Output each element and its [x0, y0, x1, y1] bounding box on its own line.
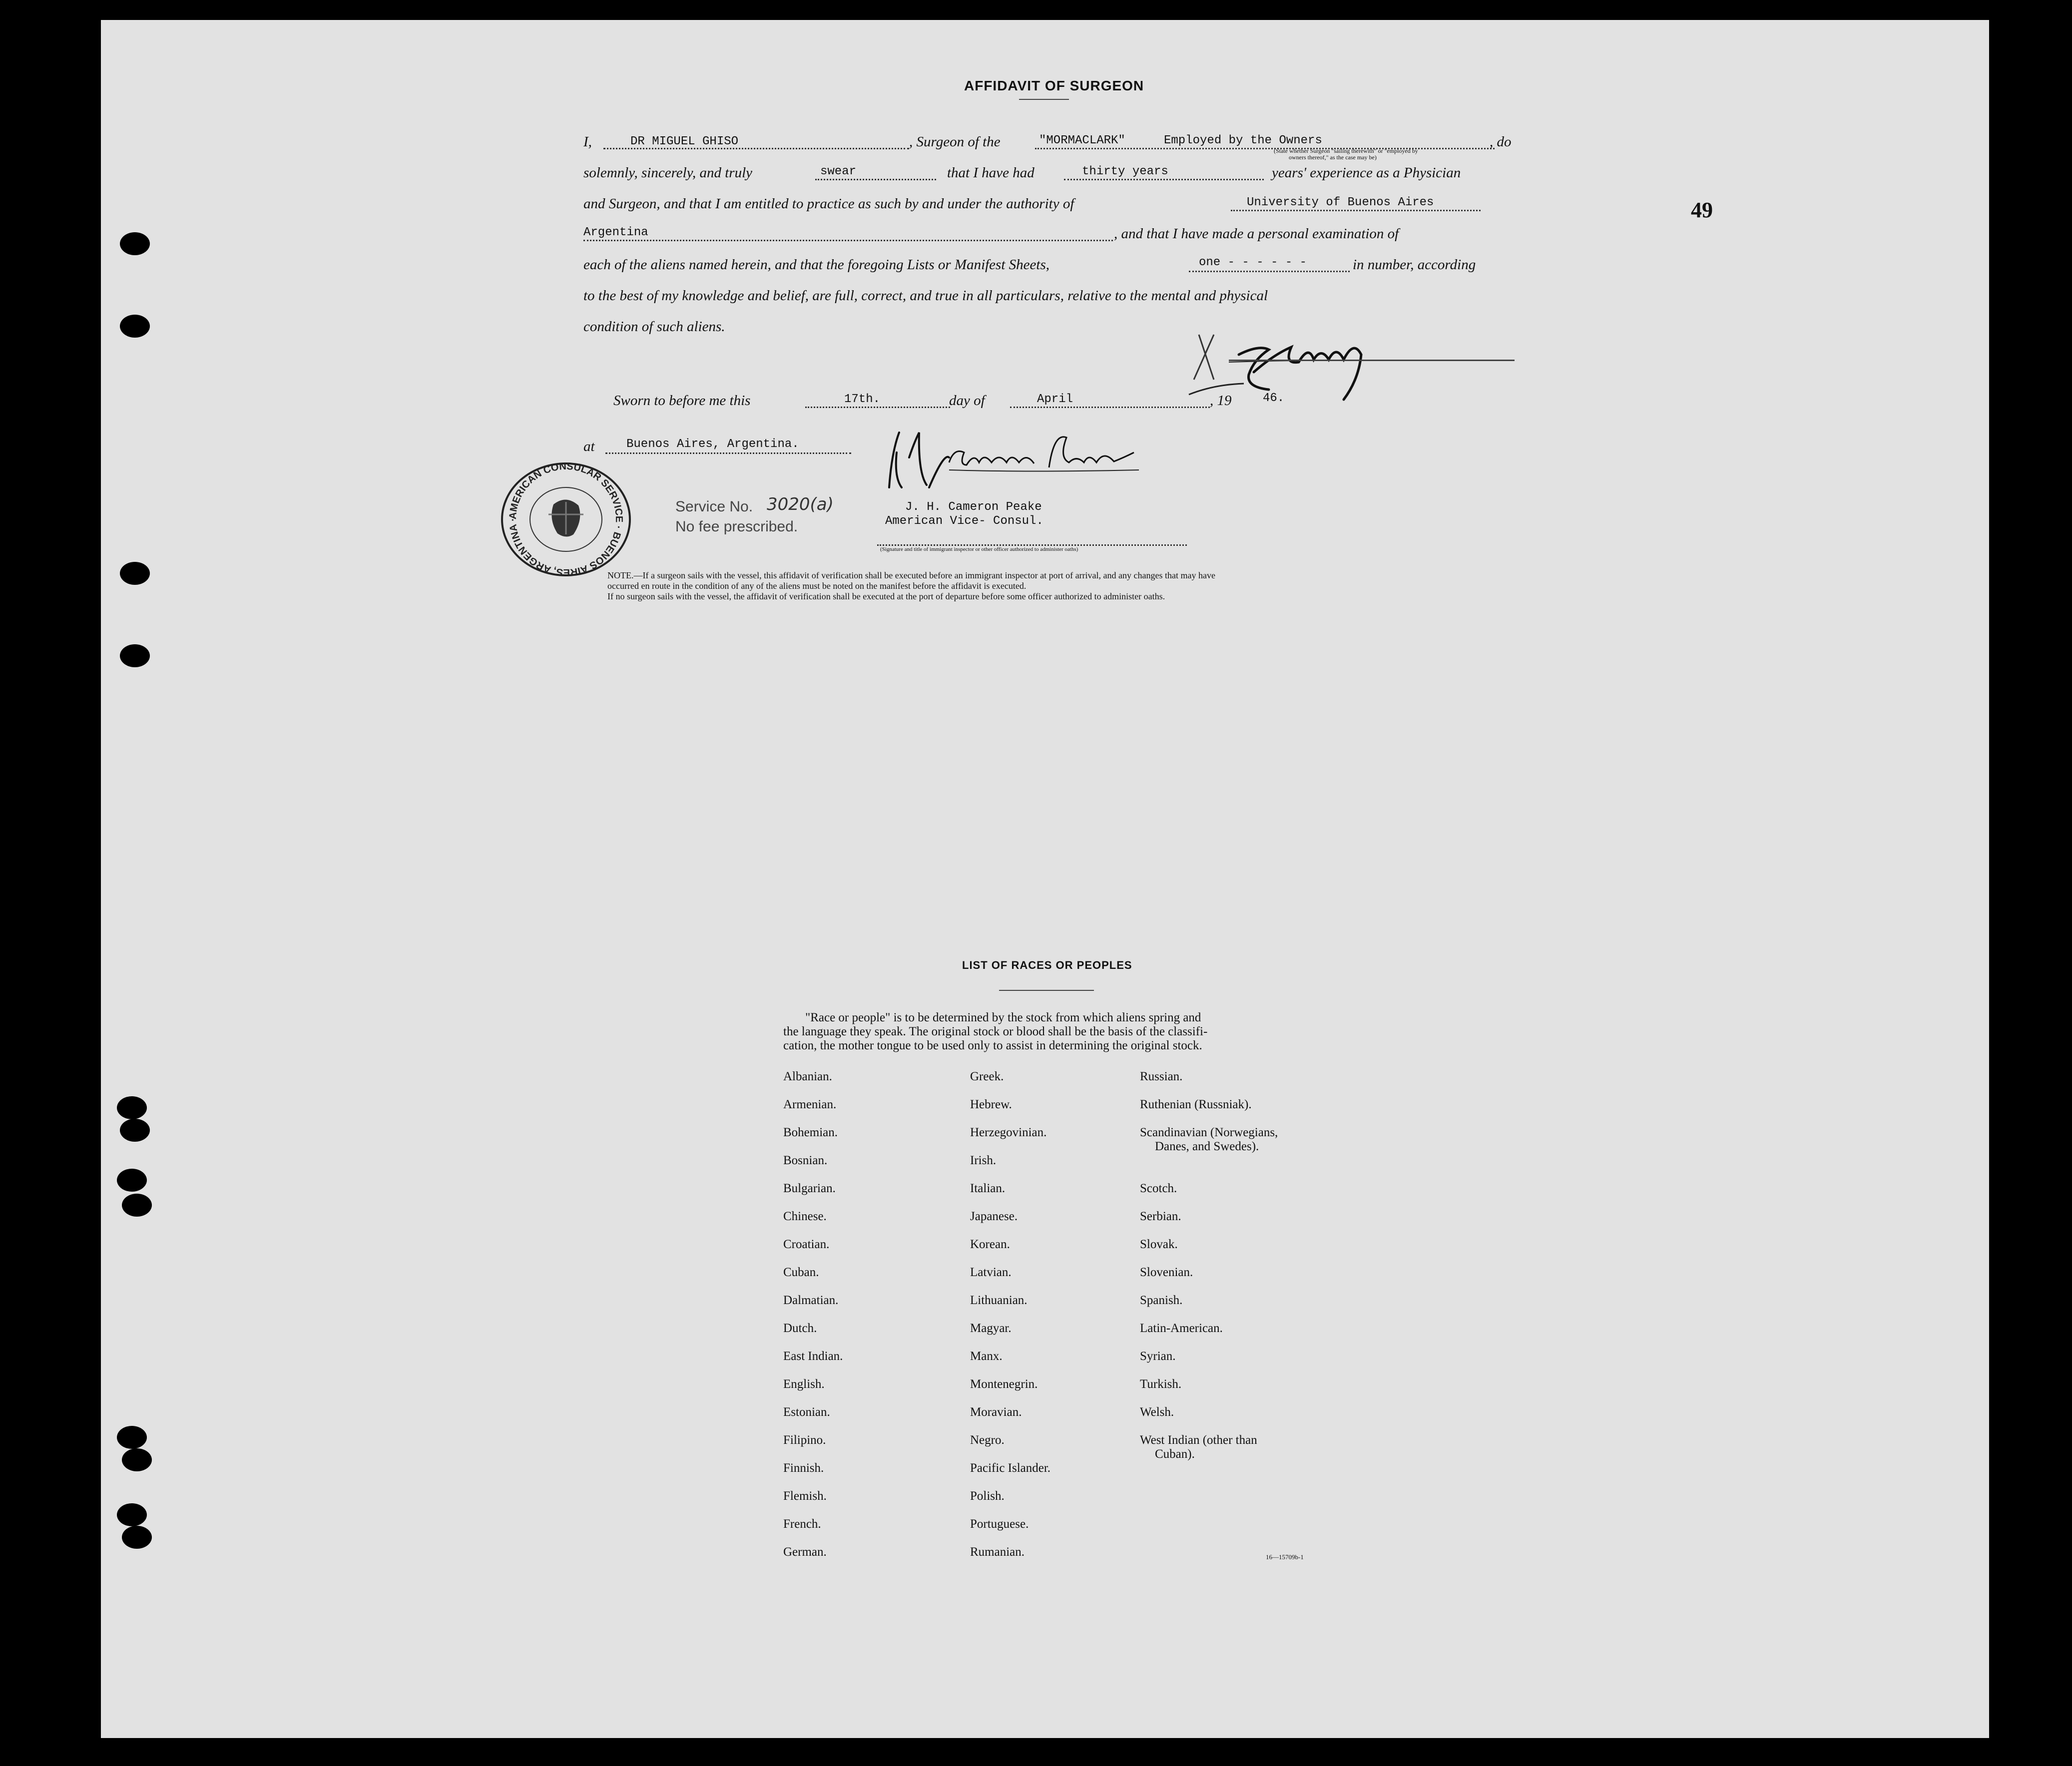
- month-value: April: [1037, 393, 1073, 406]
- race-item: Filipino.: [783, 1433, 826, 1447]
- race-item: Negro.: [970, 1433, 1005, 1447]
- do-text: , do: [1490, 134, 1512, 150]
- binder-hole: [117, 1096, 147, 1119]
- state-note-line-1: (State whether Surgeon "sailing therewith" or "employed by: [1274, 147, 1418, 154]
- race-item: Welsh.: [1140, 1405, 1174, 1419]
- day-field: [805, 407, 950, 408]
- no-fee-text: No fee prescribed.: [675, 518, 798, 535]
- binder-hole: [117, 1169, 147, 1192]
- race-item: Flemish.: [783, 1489, 827, 1503]
- race-item: Ruthenian (Russniak).: [1140, 1098, 1252, 1111]
- races-intro-3: cation, the mother tongue to be used only to assist in determining the original stock.: [783, 1039, 1202, 1052]
- race-item: Hebrew.: [970, 1098, 1012, 1111]
- race-item: Portuguese.: [970, 1517, 1029, 1531]
- authority-text: and Surgeon, and that I am entitled to practice as such by and under the authority of: [583, 196, 1074, 212]
- country-field: [583, 240, 1113, 241]
- sworn-text: Sworn to before me this: [613, 393, 751, 409]
- consul-caption: (Signature and title of immigrant inspector or other officer authorized to administer oaths): [880, 546, 1078, 552]
- race-item: Bohemian.: [783, 1126, 838, 1139]
- state-note-line-2: owners thereof," as the case may be): [1289, 154, 1377, 161]
- count-value: one - - - - - -: [1199, 256, 1307, 269]
- page-number: 49: [1691, 198, 1713, 222]
- race-item: Cuban.: [783, 1266, 819, 1279]
- seal-text: AMERICAN CONSULAR SERVICE · BUENOS AIRES, ARGENTINA ·: [507, 460, 625, 578]
- races-title: LIST OF RACES OR PEOPLES: [962, 959, 1132, 971]
- race-item: Bulgarian.: [783, 1182, 836, 1195]
- binder-hole: [120, 644, 150, 667]
- consular-seal: [494, 459, 638, 579]
- day-of-text: day of: [949, 393, 985, 409]
- race-item: Finnish.: [783, 1461, 824, 1475]
- binder-hole: [122, 1526, 152, 1549]
- experience-text: years' experience as a Physician: [1272, 165, 1461, 181]
- condition-text: condition of such aliens.: [583, 319, 725, 335]
- year-prefix: , 19: [1210, 393, 1232, 409]
- race-item: Lithuanian.: [970, 1294, 1028, 1307]
- knowledge-text: to the best of my knowledge and belief, are full, correct, and true in all particulars, relative to the mental and physical: [583, 288, 1268, 304]
- race-item: Russian.: [1140, 1070, 1183, 1083]
- race-item: Latin-American.: [1140, 1322, 1223, 1335]
- race-item: English.: [783, 1377, 825, 1391]
- race-item: Greek.: [970, 1070, 1004, 1083]
- race-item: Albanian.: [783, 1070, 832, 1083]
- affidavit-title: AFFIDAVIT OF SURGEON: [964, 78, 1144, 93]
- race-item: Slovenian.: [1140, 1266, 1193, 1279]
- according-text: in number, according: [1353, 257, 1476, 273]
- race-item: West Indian (other than: [1140, 1433, 1257, 1447]
- years-field: [1064, 179, 1264, 180]
- race-item: Armenian.: [783, 1098, 837, 1111]
- race-item: Korean.: [970, 1238, 1010, 1251]
- race-item-continued: Danes, and Swedes).: [1155, 1140, 1259, 1153]
- race-item: Turkish.: [1140, 1377, 1182, 1391]
- employed-by: Employed by the Owners: [1164, 134, 1322, 147]
- oath-field: [815, 179, 936, 180]
- consul-signature: [879, 423, 1159, 502]
- consul-signature-field: [877, 544, 1187, 546]
- races-intro-2: the language they speak. The original stock or blood shall be the basis of the classifi-: [783, 1025, 1208, 1038]
- form-code: 16—15709b-1: [1266, 1553, 1304, 1561]
- race-item: Japanese.: [970, 1210, 1018, 1223]
- vessel-field: [1035, 148, 1495, 149]
- note-line-3: If no surgeon sails with the vessel, the affidavit of verification shall be executed at the port of departure before some officer authorized to administer oaths.: [607, 591, 1165, 601]
- race-item-continued: Cuban).: [1155, 1447, 1195, 1461]
- oath-word: swear: [820, 165, 857, 178]
- race-item: Magyar.: [970, 1322, 1012, 1335]
- binder-hole: [117, 1503, 147, 1526]
- solemnly-text: solemnly, sincerely, and truly: [583, 165, 753, 181]
- race-item: Spanish.: [1140, 1294, 1183, 1307]
- race-item: Moravian.: [970, 1405, 1022, 1419]
- count-field: [1189, 271, 1350, 272]
- race-item: East Indian.: [783, 1349, 843, 1363]
- races-intro-1: "Race or people" is to be determined by the stock from which aliens spring and: [805, 1011, 1201, 1024]
- race-item: German.: [783, 1545, 827, 1559]
- race-item: Syrian.: [1140, 1349, 1176, 1363]
- surgeon-name: DR MIGUEL GHISO: [630, 135, 739, 148]
- examination-text: , and that I have made a personal examination of: [1114, 226, 1399, 242]
- note-line-2: occurred en route in the condition of any of the aliens must be noted on the manifest before the affidavit is executed.: [607, 581, 1027, 591]
- binder-hole: [120, 232, 150, 255]
- race-item: Irish.: [970, 1154, 997, 1167]
- race-item: French.: [783, 1517, 821, 1531]
- consul-name: J. H. Cameron Peake: [905, 500, 1042, 514]
- place-value: Buenos Aires, Argentina.: [626, 438, 799, 451]
- race-item: Chinese.: [783, 1210, 827, 1223]
- race-item: Pacific Islander.: [970, 1461, 1051, 1475]
- vessel-name: "MORMACLARK": [1039, 134, 1125, 147]
- authority-value: University of Buenos Aires: [1247, 196, 1434, 209]
- race-item: Scotch.: [1140, 1182, 1177, 1195]
- affidavit-i: I,: [583, 134, 592, 150]
- race-item: Scandinavian (Norwegians,: [1140, 1126, 1278, 1139]
- month-field: [1010, 407, 1210, 408]
- authority-field: [1231, 210, 1481, 211]
- binder-hole: [122, 1194, 152, 1217]
- years-value: thirty years: [1082, 165, 1168, 178]
- race-item: Rumanian.: [970, 1545, 1025, 1559]
- race-item: Polish.: [970, 1489, 1005, 1503]
- document-page: [101, 20, 1989, 1738]
- country-value: Argentina: [583, 226, 648, 239]
- race-item: Italian.: [970, 1182, 1006, 1195]
- binder-hole: [120, 315, 150, 338]
- binder-hole: [120, 562, 150, 585]
- consul-title: American Vice- Consul.: [885, 514, 1043, 528]
- race-item: Serbian.: [1140, 1210, 1181, 1223]
- place-field: [605, 452, 851, 454]
- race-item: Estonian.: [783, 1405, 830, 1419]
- foregoing-text: each of the aliens named herein, and that the foregoing Lists or Manifest Sheets,: [583, 257, 1049, 273]
- at-text: at: [583, 439, 595, 454]
- title-rule: [1019, 99, 1069, 100]
- service-number-value: 3020(a): [767, 494, 834, 514]
- race-item: Latvian.: [970, 1266, 1012, 1279]
- service-number-label: Service No.: [675, 498, 753, 515]
- day-value: 17th.: [844, 393, 881, 406]
- binder-hole: [117, 1426, 147, 1449]
- had-text: that I have had: [947, 165, 1035, 181]
- race-item: Dutch.: [783, 1322, 817, 1335]
- race-item: Manx.: [970, 1349, 1003, 1363]
- note-line-1: NOTE.—If a surgeon sails with the vessel, this affidavit of verification shall be executed before an immigrant inspector at port of arrival, and any changes that may have: [607, 570, 1215, 580]
- state-note: [1274, 148, 1418, 161]
- surgeon-signature-line: [1229, 360, 1515, 361]
- surgeon-of-text: , Surgeon of the: [909, 134, 1001, 150]
- race-item: Dalmatian.: [783, 1294, 839, 1307]
- race-item: Montenegrin.: [970, 1377, 1038, 1391]
- race-item: Herzegovinian.: [970, 1126, 1047, 1139]
- races-rule: [999, 990, 1094, 991]
- race-item: Bosnian.: [783, 1154, 828, 1167]
- binder-hole: [122, 1448, 152, 1471]
- race-item: Croatian.: [783, 1238, 830, 1251]
- year-value: 46.: [1263, 392, 1285, 405]
- binder-hole: [120, 1119, 150, 1142]
- race-item: Slovak.: [1140, 1238, 1178, 1251]
